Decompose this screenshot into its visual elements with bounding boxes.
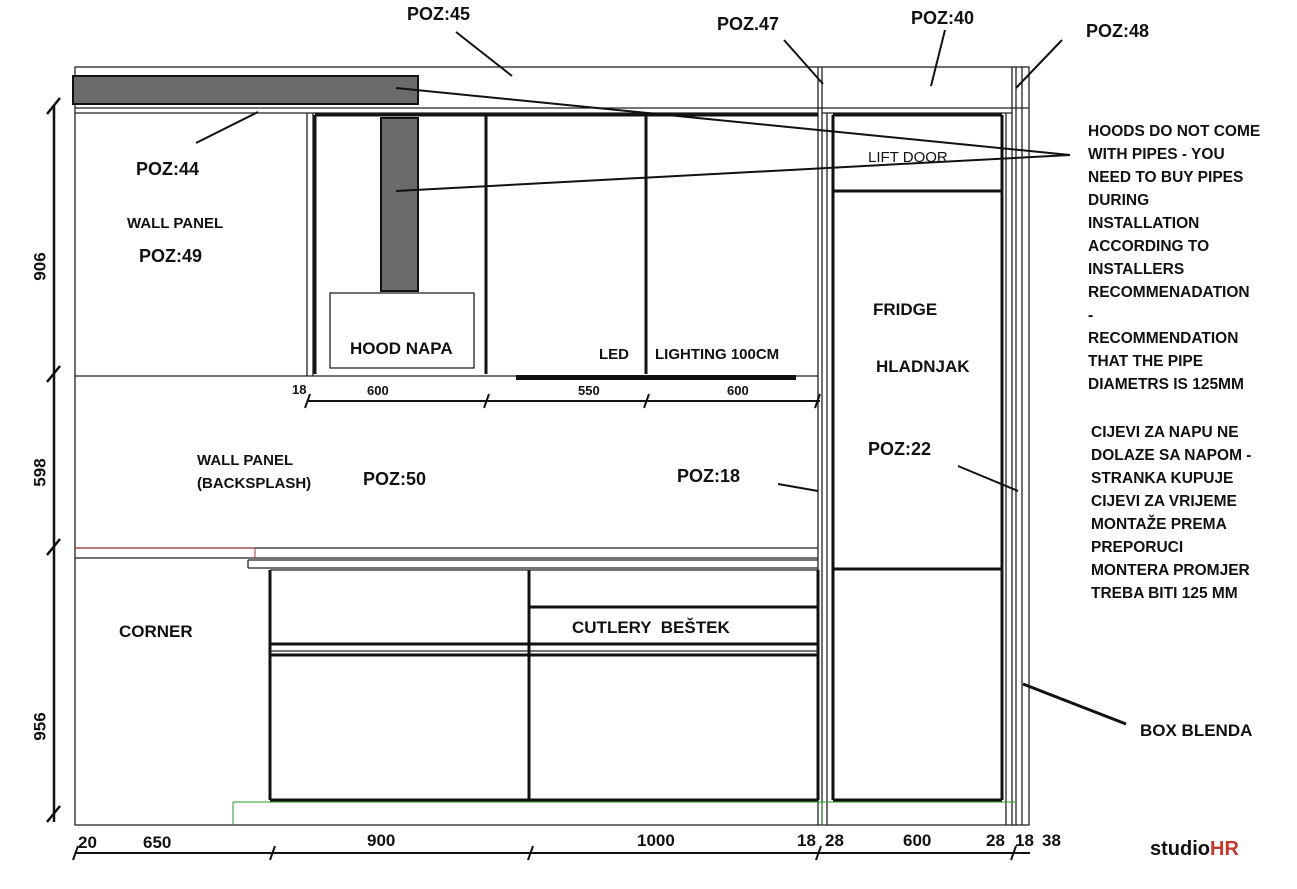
top-grey-panel <box>73 76 418 104</box>
dim-bottom-900: 900 <box>367 831 396 850</box>
note-line: STRANKA KUPUJE <box>1091 470 1234 487</box>
cutlery-label: CUTLERY BEŠTEK <box>572 618 730 637</box>
note-line: DURING <box>1088 192 1150 209</box>
lighting-label: LIGHTING 100CM <box>655 346 780 363</box>
poz-48-label: POZ:48 <box>1086 21 1150 41</box>
note-line: CIJEVI ZA VRIJEME <box>1091 493 1237 510</box>
brand-studio: studio <box>1150 838 1210 860</box>
note-line: THAT THE PIPE <box>1088 353 1204 370</box>
fridge-label: FRIDGE <box>873 300 938 319</box>
poz-45-label: POZ:45 <box>407 4 471 24</box>
box-blenda-label: BOX BLENDA <box>1140 721 1253 740</box>
note-line: INSTALLERS <box>1088 261 1185 278</box>
note-line: DIAMETRS IS 125MM <box>1088 376 1244 393</box>
hood-chimney <box>381 118 418 291</box>
dim-bottom-650: 650 <box>143 833 172 852</box>
note-line: NEED TO BUY PIPES <box>1088 169 1244 186</box>
studio-hr-logo <box>1150 838 1239 861</box>
note-line: CIJEVI ZA NAPU NE <box>1091 424 1239 441</box>
poz-18-label: POZ:18 <box>677 466 741 486</box>
dim-bottom-28a: 28 <box>825 831 844 850</box>
poz-50-label: POZ:50 <box>363 469 427 489</box>
note-english <box>1088 120 1260 396</box>
dim-upper-600b: 600 <box>727 383 749 398</box>
dim-vertical-598: 598 <box>30 458 50 487</box>
dim-bottom-18a: 18 <box>797 831 816 850</box>
dim-vertical-906: 906 <box>30 252 50 281</box>
poz-22-label: POZ:22 <box>868 439 932 459</box>
corner-label: CORNER <box>119 622 193 641</box>
note-line: PREPORUCI <box>1091 539 1184 556</box>
note-line: MONTAŽE PREMA <box>1091 516 1227 533</box>
hood-label: HOOD NAPA <box>350 339 453 358</box>
dim-bottom-38: 38 <box>1042 831 1061 850</box>
note-line: INSTALLATION <box>1088 215 1200 232</box>
note-line: WITH PIPES - YOU <box>1088 146 1225 163</box>
dim-bottom-20: 20 <box>78 833 97 852</box>
dim-upper-550: 550 <box>578 383 600 398</box>
hladnjak-label: HLADNJAK <box>876 357 970 376</box>
note-croatian <box>1091 421 1251 605</box>
led-label: LED <box>599 346 629 363</box>
note-line: TREBA BITI 125 MM <box>1091 585 1238 602</box>
dim-upper-18: 18 <box>292 382 307 397</box>
note-line: RECOMMENDATION <box>1088 330 1239 347</box>
poz-49-label: POZ:49 <box>139 246 203 266</box>
lift-door-label: LIFT DOOR <box>868 149 948 166</box>
note-line: DOLAZE SA NAPOM - <box>1091 447 1252 464</box>
poz-40-label: POZ:40 <box>911 8 975 28</box>
wall-panel-label: WALL PANEL <box>127 215 224 232</box>
poz-47-label: POZ.47 <box>717 14 780 34</box>
note-line: MONTERA PROMJER <box>1091 562 1250 579</box>
note-line: HOODS DO NOT COME <box>1088 123 1261 140</box>
backsplash-label: (BACKSPLASH) <box>197 475 312 492</box>
note-line: RECOMMENADATION <box>1088 284 1250 301</box>
wall-panel-backsplash-label: WALL PANEL <box>197 452 294 469</box>
note-line: - <box>1088 307 1094 324</box>
dim-bottom-600: 600 <box>903 831 932 850</box>
dim-bottom-1000: 1000 <box>637 831 675 850</box>
note-line: ACCORDING TO <box>1088 238 1210 255</box>
dim-vertical-956: 956 <box>30 712 50 741</box>
dim-upper-600a: 600 <box>367 383 389 398</box>
poz-44-label: POZ:44 <box>136 159 200 179</box>
dim-bottom-18b: 18 <box>1015 831 1034 850</box>
brand-hr: HR <box>1210 838 1239 860</box>
led-strip <box>516 375 796 380</box>
dim-bottom-28b: 28 <box>986 831 1005 850</box>
